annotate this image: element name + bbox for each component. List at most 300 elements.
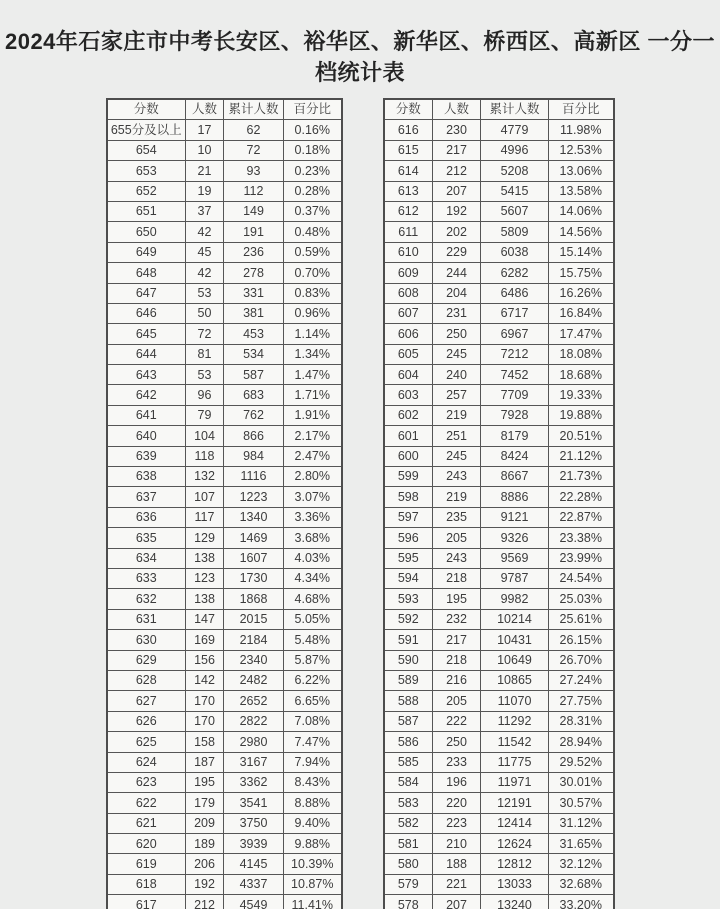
percent-cell: 14.56% — [549, 222, 614, 242]
count-cell: 138 — [186, 589, 224, 609]
table-row — [384, 303, 614, 323]
count-cell: 204 — [433, 283, 481, 303]
score-cell: 629 — [107, 650, 186, 670]
score-cell: 601 — [384, 426, 433, 446]
table-row — [107, 650, 342, 670]
percent-cell: 30.01% — [549, 772, 614, 792]
table-row — [107, 854, 342, 874]
score-cell: 630 — [107, 630, 186, 650]
percent-cell: 12.53% — [549, 140, 614, 160]
score-cell: 655分及以上 — [107, 120, 186, 140]
percent-cell: 3.07% — [284, 487, 342, 507]
score-cell: 595 — [384, 548, 433, 568]
cumulative-cell: 6967 — [481, 324, 549, 344]
cumulative-cell: 3541 — [224, 793, 284, 813]
count-cell: 245 — [433, 446, 481, 466]
percent-cell: 28.31% — [549, 711, 614, 731]
table-row — [384, 793, 614, 813]
count-cell: 72 — [186, 324, 224, 344]
count-cell: 19 — [186, 181, 224, 201]
cumulative-cell: 112 — [224, 181, 284, 201]
cumulative-cell: 236 — [224, 242, 284, 262]
count-cell: 37 — [186, 201, 224, 221]
score-cell: 611 — [384, 222, 433, 242]
cumulative-cell: 5208 — [481, 161, 549, 181]
score-cell: 632 — [107, 589, 186, 609]
cumulative-cell: 6486 — [481, 283, 549, 303]
percent-cell: 16.26% — [549, 283, 614, 303]
cumulative-cell: 2980 — [224, 732, 284, 752]
count-cell: 229 — [433, 242, 481, 262]
table-row — [384, 263, 614, 283]
percent-cell: 7.08% — [284, 711, 342, 731]
count-cell: 207 — [433, 895, 481, 909]
table-row — [107, 507, 342, 527]
count-cell: 216 — [433, 670, 481, 690]
count-cell: 240 — [433, 365, 481, 385]
cumulative-cell: 149 — [224, 201, 284, 221]
cumulative-cell: 13033 — [481, 874, 549, 894]
score-cell: 614 — [384, 161, 433, 181]
table-row — [384, 385, 614, 405]
table-row — [107, 568, 342, 588]
percent-cell: 18.68% — [549, 365, 614, 385]
cumulative-cell: 6282 — [481, 263, 549, 283]
table-row — [107, 181, 342, 201]
column-header: 累计人数 — [224, 99, 284, 120]
score-cell: 612 — [384, 201, 433, 221]
count-cell: 192 — [433, 201, 481, 221]
cumulative-cell: 4337 — [224, 874, 284, 894]
percent-cell: 30.57% — [549, 793, 614, 813]
cumulative-cell: 7709 — [481, 385, 549, 405]
cumulative-cell: 10214 — [481, 609, 549, 629]
cumulative-cell: 191 — [224, 222, 284, 242]
score-cell: 634 — [107, 548, 186, 568]
score-cell: 619 — [107, 854, 186, 874]
percent-cell: 1.91% — [284, 405, 342, 425]
percent-cell: 18.08% — [549, 344, 614, 364]
cumulative-cell: 7452 — [481, 365, 549, 385]
count-cell: 210 — [433, 834, 481, 854]
percent-cell: 15.14% — [549, 242, 614, 262]
cumulative-cell: 12414 — [481, 813, 549, 833]
count-cell: 243 — [433, 467, 481, 487]
percent-cell: 23.38% — [549, 528, 614, 548]
count-cell: 53 — [186, 283, 224, 303]
percent-cell: 0.18% — [284, 140, 342, 160]
score-cell: 578 — [384, 895, 433, 909]
percent-cell: 27.75% — [549, 691, 614, 711]
table-row — [107, 487, 342, 507]
table-row — [384, 426, 614, 446]
cumulative-cell: 13240 — [481, 895, 549, 909]
percent-cell: 13.06% — [549, 161, 614, 181]
count-cell: 50 — [186, 303, 224, 323]
cumulative-cell: 2184 — [224, 630, 284, 650]
score-cell: 594 — [384, 568, 433, 588]
percent-cell: 32.68% — [549, 874, 614, 894]
cumulative-cell: 2822 — [224, 711, 284, 731]
count-cell: 205 — [433, 528, 481, 548]
percent-cell: 24.54% — [549, 568, 614, 588]
cumulative-cell: 4779 — [481, 120, 549, 140]
count-cell: 132 — [186, 467, 224, 487]
cumulative-cell: 866 — [224, 426, 284, 446]
table-row — [107, 161, 342, 181]
cumulative-cell: 2015 — [224, 609, 284, 629]
table-row — [384, 874, 614, 894]
score-cell: 602 — [384, 405, 433, 425]
score-cell: 645 — [107, 324, 186, 344]
cumulative-cell: 8667 — [481, 467, 549, 487]
table-row — [384, 467, 614, 487]
table-row — [384, 650, 614, 670]
table-row — [107, 691, 342, 711]
cumulative-cell: 381 — [224, 303, 284, 323]
table-row — [384, 365, 614, 385]
count-cell: 156 — [186, 650, 224, 670]
percent-cell: 20.51% — [549, 426, 614, 446]
percent-cell: 32.12% — [549, 854, 614, 874]
cumulative-cell: 453 — [224, 324, 284, 344]
table-row — [384, 140, 614, 160]
score-cell: 608 — [384, 283, 433, 303]
cumulative-cell: 9569 — [481, 548, 549, 568]
table-row — [107, 772, 342, 792]
table-row — [107, 528, 342, 548]
count-cell: 218 — [433, 650, 481, 670]
table-row — [107, 446, 342, 466]
percent-cell: 31.65% — [549, 834, 614, 854]
cumulative-cell: 534 — [224, 344, 284, 364]
score-cell: 636 — [107, 507, 186, 527]
score-cell: 639 — [107, 446, 186, 466]
cumulative-cell: 1868 — [224, 589, 284, 609]
cumulative-cell: 5415 — [481, 181, 549, 201]
table-row — [384, 201, 614, 221]
percent-cell: 19.33% — [549, 385, 614, 405]
table-row — [107, 120, 342, 140]
count-cell: 243 — [433, 548, 481, 568]
percent-cell: 1.14% — [284, 324, 342, 344]
count-cell: 21 — [186, 161, 224, 181]
percent-cell: 2.47% — [284, 446, 342, 466]
score-cell: 621 — [107, 813, 186, 833]
score-cell: 643 — [107, 365, 186, 385]
count-cell: 222 — [433, 711, 481, 731]
count-cell: 179 — [186, 793, 224, 813]
count-cell: 221 — [433, 874, 481, 894]
cumulative-cell: 8424 — [481, 446, 549, 466]
table-row — [107, 874, 342, 894]
score-cell: 581 — [384, 834, 433, 854]
table-row — [107, 630, 342, 650]
cumulative-cell: 9121 — [481, 507, 549, 527]
table-row — [384, 242, 614, 262]
percent-cell: 9.88% — [284, 834, 342, 854]
cumulative-cell: 8886 — [481, 487, 549, 507]
count-cell: 195 — [433, 589, 481, 609]
count-cell: 158 — [186, 732, 224, 752]
percent-cell: 0.83% — [284, 283, 342, 303]
score-cell: 584 — [384, 772, 433, 792]
cumulative-cell: 11971 — [481, 772, 549, 792]
percent-cell: 21.73% — [549, 467, 614, 487]
count-cell: 250 — [433, 732, 481, 752]
score-cell: 580 — [384, 854, 433, 874]
cumulative-cell: 331 — [224, 283, 284, 303]
percent-cell: 5.05% — [284, 609, 342, 629]
column-header: 分数 — [384, 99, 433, 120]
table-row — [384, 181, 614, 201]
table-row — [384, 813, 614, 833]
percent-cell: 17.47% — [549, 324, 614, 344]
score-cell: 593 — [384, 589, 433, 609]
cumulative-cell: 11542 — [481, 732, 549, 752]
percent-cell: 10.39% — [284, 854, 342, 874]
count-cell: 232 — [433, 609, 481, 629]
percent-cell: 11.41% — [284, 895, 342, 909]
cumulative-cell: 8179 — [481, 426, 549, 446]
percent-cell: 0.28% — [284, 181, 342, 201]
percent-cell: 8.43% — [284, 772, 342, 792]
score-cell: 606 — [384, 324, 433, 344]
count-cell: 202 — [433, 222, 481, 242]
percent-cell: 0.96% — [284, 303, 342, 323]
percent-cell: 31.12% — [549, 813, 614, 833]
score-cell: 590 — [384, 650, 433, 670]
percent-cell: 26.70% — [549, 650, 614, 670]
percent-cell: 3.36% — [284, 507, 342, 527]
cumulative-cell: 12812 — [481, 854, 549, 874]
score-cell: 597 — [384, 507, 433, 527]
table-row — [384, 691, 614, 711]
percent-cell: 22.28% — [549, 487, 614, 507]
cumulative-cell: 587 — [224, 365, 284, 385]
cumulative-cell: 4145 — [224, 854, 284, 874]
score-cell: 579 — [384, 874, 433, 894]
cumulative-cell: 1469 — [224, 528, 284, 548]
column-header: 累计人数 — [481, 99, 549, 120]
percent-cell: 4.03% — [284, 548, 342, 568]
score-cell: 646 — [107, 303, 186, 323]
score-cell: 583 — [384, 793, 433, 813]
score-cell: 591 — [384, 630, 433, 650]
cumulative-cell: 984 — [224, 446, 284, 466]
score-cell: 607 — [384, 303, 433, 323]
cumulative-cell: 10431 — [481, 630, 549, 650]
count-cell: 231 — [433, 303, 481, 323]
count-cell: 220 — [433, 793, 481, 813]
score-cell: 625 — [107, 732, 186, 752]
table-row — [107, 201, 342, 221]
table-row — [384, 344, 614, 364]
score-cell: 648 — [107, 263, 186, 283]
cumulative-cell: 762 — [224, 405, 284, 425]
percent-cell: 26.15% — [549, 630, 614, 650]
count-cell: 10 — [186, 140, 224, 160]
score-cell: 616 — [384, 120, 433, 140]
cumulative-cell: 12624 — [481, 834, 549, 854]
table-row — [384, 507, 614, 527]
score-cell: 638 — [107, 467, 186, 487]
cumulative-cell: 11070 — [481, 691, 549, 711]
count-cell: 218 — [433, 568, 481, 588]
table-row — [107, 426, 342, 446]
cumulative-cell: 10649 — [481, 650, 549, 670]
score-cell: 653 — [107, 161, 186, 181]
cumulative-cell: 9326 — [481, 528, 549, 548]
table-row — [384, 283, 614, 303]
column-header: 百分比 — [549, 99, 614, 120]
tables-container — [0, 98, 720, 909]
score-cell: 654 — [107, 140, 186, 160]
table-row — [107, 467, 342, 487]
table-row — [384, 528, 614, 548]
score-cell: 642 — [107, 385, 186, 405]
table-row — [384, 446, 614, 466]
count-cell: 196 — [433, 772, 481, 792]
cumulative-cell: 11775 — [481, 752, 549, 772]
percent-cell: 19.88% — [549, 405, 614, 425]
percent-cell: 7.94% — [284, 752, 342, 772]
count-cell: 17 — [186, 120, 224, 140]
score-cell: 650 — [107, 222, 186, 242]
page-title: 2024年石家庄市中考长安区、裕华区、新华区、桥西区、高新区 一分一档统计表 — [4, 29, 716, 85]
count-cell: 142 — [186, 670, 224, 690]
percent-cell: 2.80% — [284, 467, 342, 487]
cumulative-cell: 12191 — [481, 793, 549, 813]
percent-cell: 33.20% — [549, 895, 614, 909]
count-cell: 217 — [433, 140, 481, 160]
cumulative-cell: 62 — [224, 120, 284, 140]
percent-cell: 1.71% — [284, 385, 342, 405]
count-cell: 206 — [186, 854, 224, 874]
percent-cell: 27.24% — [549, 670, 614, 690]
percent-cell: 6.22% — [284, 670, 342, 690]
table-row — [384, 711, 614, 731]
score-cell: 617 — [107, 895, 186, 909]
score-cell: 651 — [107, 201, 186, 221]
score-cell: 588 — [384, 691, 433, 711]
count-cell: 192 — [186, 874, 224, 894]
count-cell: 244 — [433, 263, 481, 283]
percent-cell: 10.87% — [284, 874, 342, 894]
cumulative-cell: 5607 — [481, 201, 549, 221]
cumulative-cell: 3167 — [224, 752, 284, 772]
table-row — [384, 752, 614, 772]
count-cell: 189 — [186, 834, 224, 854]
percent-cell: 1.34% — [284, 344, 342, 364]
cumulative-cell: 3750 — [224, 813, 284, 833]
score-cell: 641 — [107, 405, 186, 425]
count-cell: 81 — [186, 344, 224, 364]
count-cell: 230 — [433, 120, 481, 140]
cumulative-cell: 3939 — [224, 834, 284, 854]
score-cell: 586 — [384, 732, 433, 752]
cumulative-cell: 72 — [224, 140, 284, 160]
table-row — [384, 548, 614, 568]
score-cell: 604 — [384, 365, 433, 385]
table-row — [107, 548, 342, 568]
cumulative-cell: 6038 — [481, 242, 549, 262]
table-row — [107, 834, 342, 854]
column-header: 人数 — [186, 99, 224, 120]
count-cell: 107 — [186, 487, 224, 507]
score-cell: 618 — [107, 874, 186, 894]
percent-cell: 7.47% — [284, 732, 342, 752]
count-cell: 42 — [186, 222, 224, 242]
score-cell: 620 — [107, 834, 186, 854]
score-cell: 649 — [107, 242, 186, 262]
table-row — [384, 568, 614, 588]
cumulative-cell: 9982 — [481, 589, 549, 609]
table-row — [107, 222, 342, 242]
cumulative-cell: 1116 — [224, 467, 284, 487]
score-cell: 644 — [107, 344, 186, 364]
percent-cell: 0.48% — [284, 222, 342, 242]
table-row — [107, 813, 342, 833]
percent-cell: 5.87% — [284, 650, 342, 670]
score-cell: 613 — [384, 181, 433, 201]
cumulative-cell: 6717 — [481, 303, 549, 323]
score-cell: 587 — [384, 711, 433, 731]
table-row — [107, 405, 342, 425]
cumulative-cell: 7212 — [481, 344, 549, 364]
percent-cell: 9.40% — [284, 813, 342, 833]
count-cell: 42 — [186, 263, 224, 283]
percent-cell: 22.87% — [549, 507, 614, 527]
count-cell: 223 — [433, 813, 481, 833]
score-table-right — [383, 98, 615, 909]
count-cell: 207 — [433, 181, 481, 201]
column-header: 百分比 — [284, 99, 342, 120]
percent-cell: 21.12% — [549, 446, 614, 466]
table-row — [384, 732, 614, 752]
count-cell: 117 — [186, 507, 224, 527]
cumulative-cell: 4549 — [224, 895, 284, 909]
table-row — [384, 161, 614, 181]
count-cell: 205 — [433, 691, 481, 711]
cumulative-cell: 1223 — [224, 487, 284, 507]
table-row — [107, 324, 342, 344]
percent-cell: 0.16% — [284, 120, 342, 140]
count-cell: 233 — [433, 752, 481, 772]
count-cell: 118 — [186, 446, 224, 466]
score-cell: 599 — [384, 467, 433, 487]
table-row — [384, 834, 614, 854]
count-cell: 123 — [186, 568, 224, 588]
table-row — [384, 120, 614, 140]
table-row — [384, 854, 614, 874]
percent-cell: 25.03% — [549, 589, 614, 609]
count-cell: 138 — [186, 548, 224, 568]
percent-cell: 11.98% — [549, 120, 614, 140]
table-row — [384, 487, 614, 507]
score-cell: 598 — [384, 487, 433, 507]
table-row — [107, 732, 342, 752]
table-row — [107, 344, 342, 364]
percent-cell: 0.23% — [284, 161, 342, 181]
cumulative-cell: 3362 — [224, 772, 284, 792]
score-cell: 582 — [384, 813, 433, 833]
score-cell: 605 — [384, 344, 433, 364]
count-cell: 104 — [186, 426, 224, 446]
table-row — [107, 670, 342, 690]
score-cell: 592 — [384, 609, 433, 629]
cumulative-cell: 278 — [224, 263, 284, 283]
